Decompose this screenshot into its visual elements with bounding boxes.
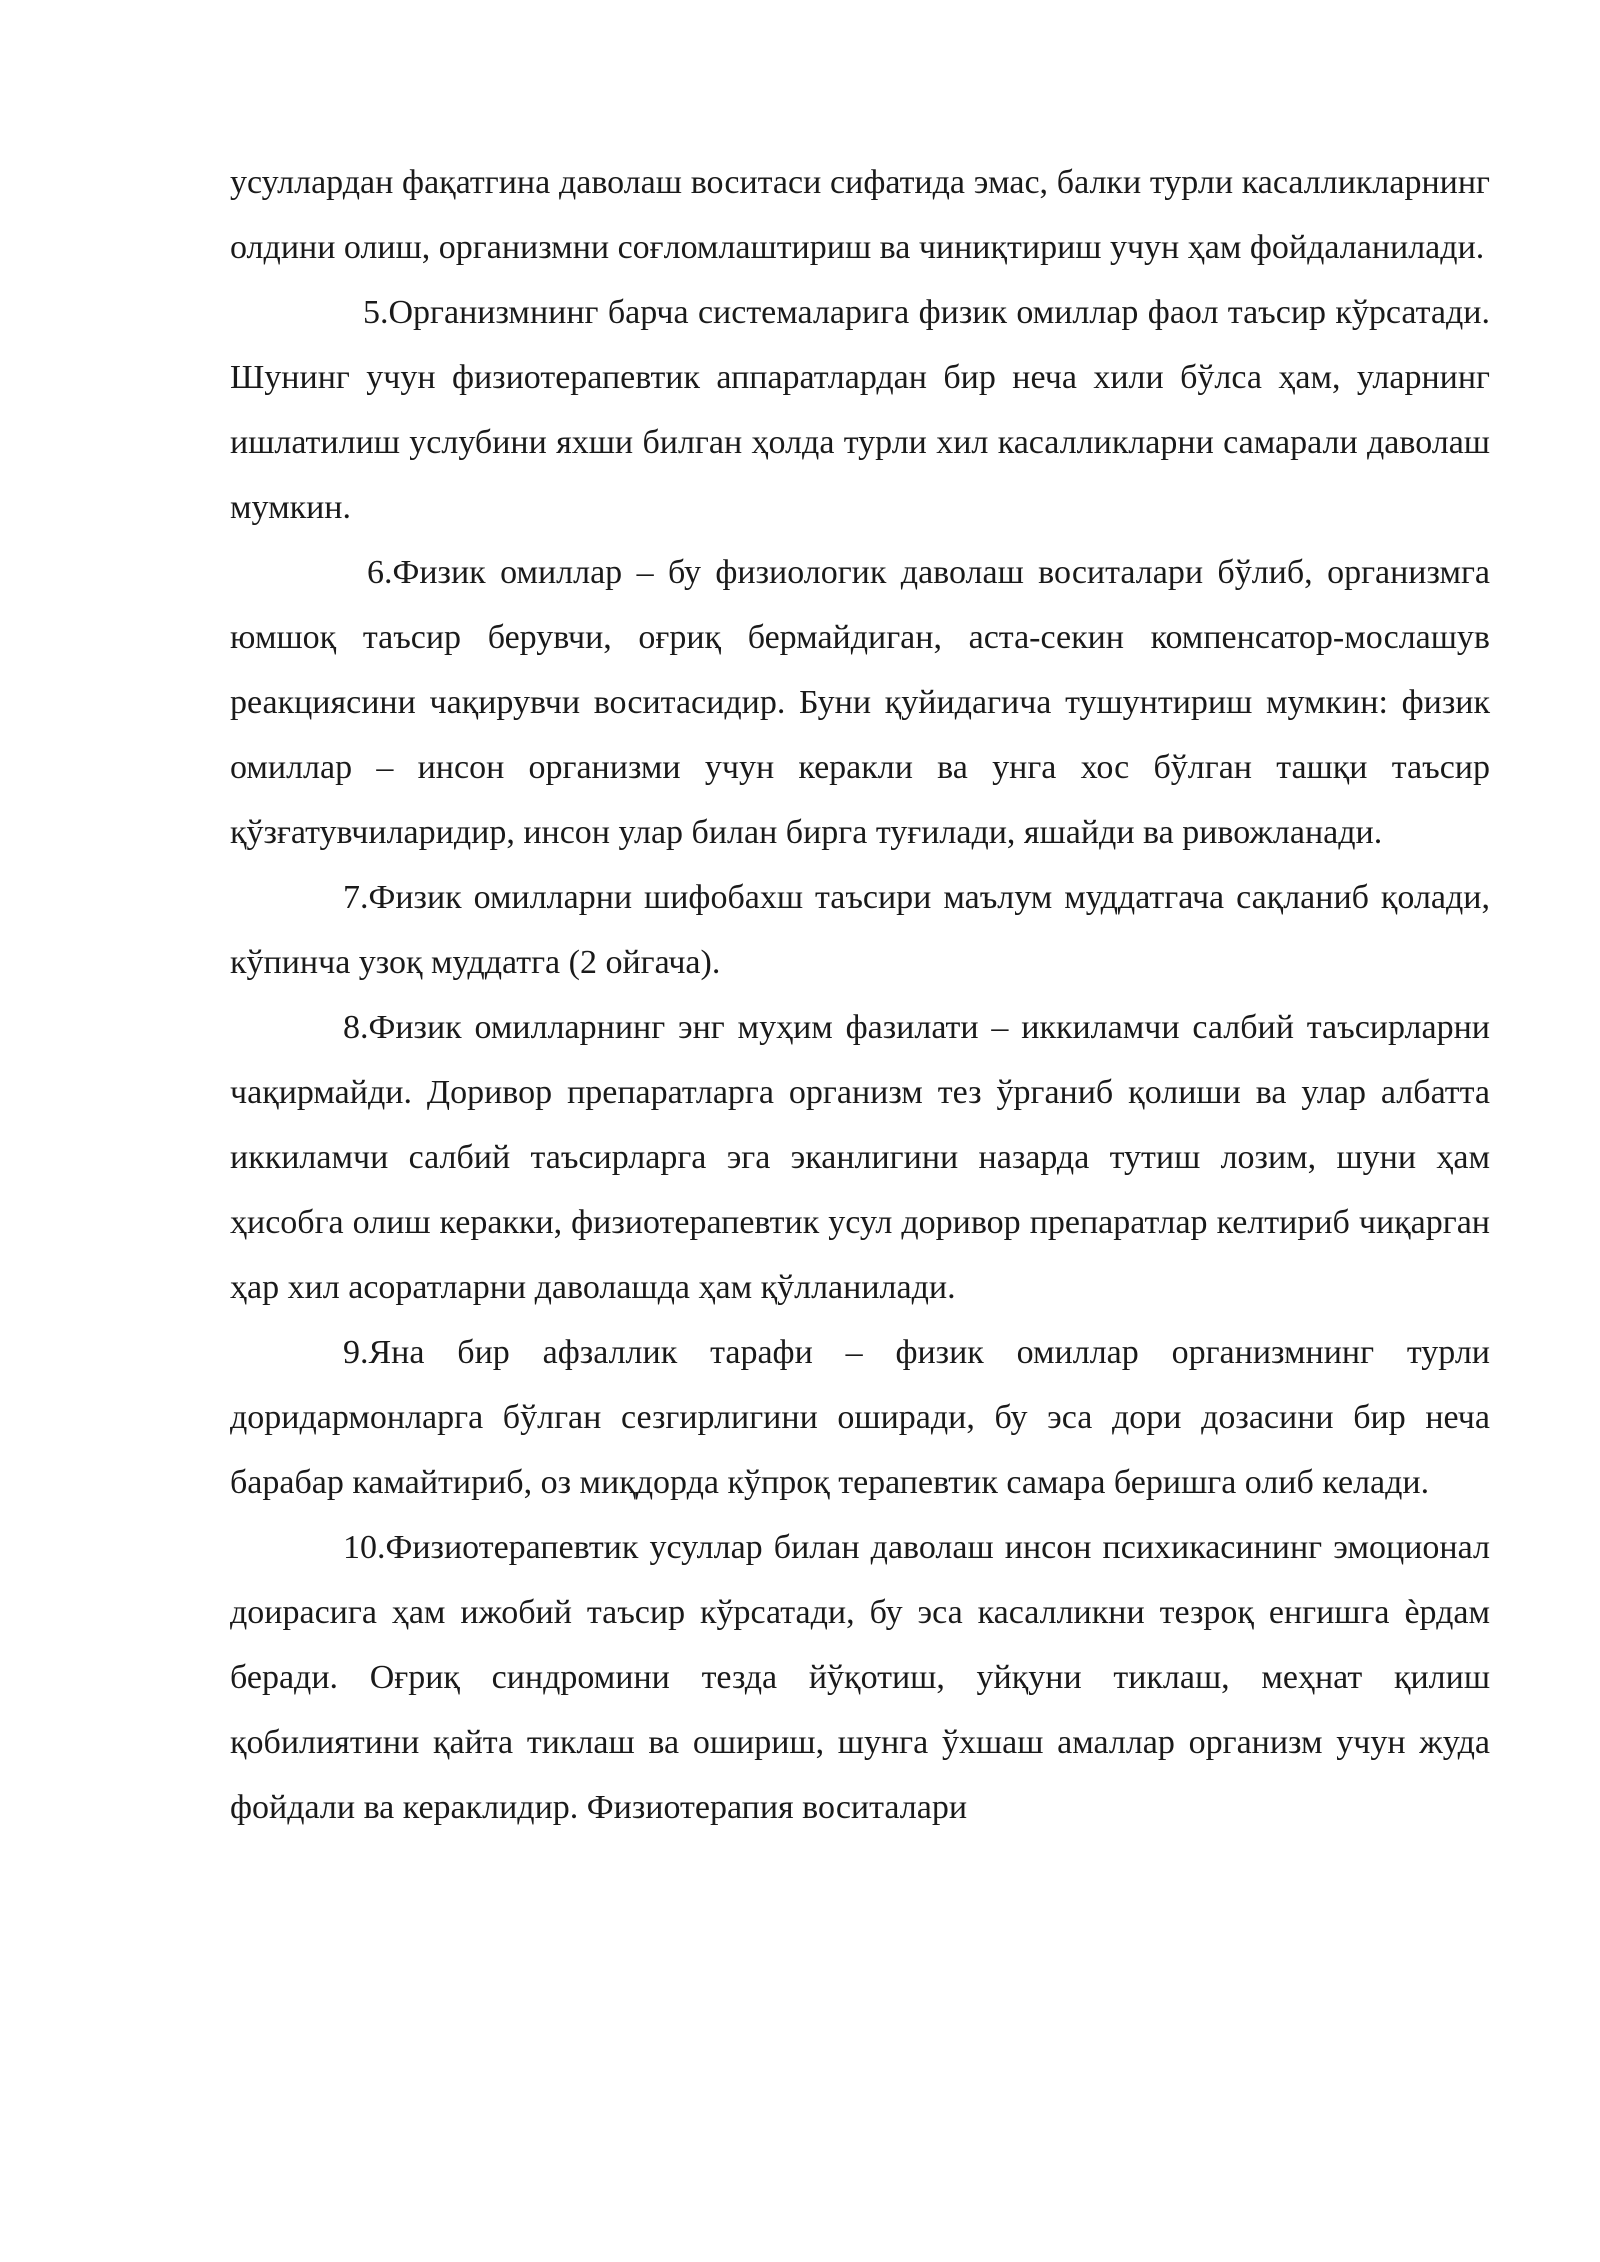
paragraph-continuation: усуллардан фақатгина даволаш воситаси сифатида эмас, балки турли касалликларнинг олдини олиш, организмни соғломлаштириш ва чиниқтириш учун ҳам фойдаланилади. bbox=[230, 164, 1490, 266]
paragraph-item-6: 6.Физик омиллар – бу физиологик даволаш воситалари бўлиб, организмга юмшоқ таъсир берувчи, оғриқ бермайдиган, аста-секин компенсатор-мослашув реакциясини чақирувчи воситасидир. Буни қуйидагича тушунтириш мумкин: физик омиллар – инсон организми учун керакли ва унга хос бўлган ташқи таъсир қўзғатувчиларидир, инсон улар билан бирга туғилади, яшайди ва ривожланади. bbox=[230, 554, 1490, 851]
document-body bbox=[230, 150, 1490, 1840]
paragraph-item-7: 7.Физик омилларни шифобахш таъсири маълум муддатгача сақланиб қолади, кўпинча узоқ муддатга (2 ойгача). bbox=[230, 879, 1490, 981]
paragraph-item-5: 5.Организмнинг барча системаларига физик омиллар фаол таъсир кўрсатади. Шунинг учун физиотерапевтик аппаратлардан бир неча хили бўлса ҳам, уларнинг ишлатилиш услубини яхши билган ҳолда турли хил касалликларни самарали даволаш мумкин. bbox=[230, 294, 1490, 526]
paragraph-item-8: 8.Физик омилларнинг энг муҳим фазилати – иккиламчи салбий таъсирларни чақирмайди. Доривор препаратларга организм тез ўрганиб қолиши ва улар албатта иккиламчи салбий таъсирларга эга эканлигини назарда тутиш лозим, шуни ҳам ҳисобга олиш керакки, физиотерапевтик усул доривор препаратлар келтириб чиқарган ҳар хил асоратларни даволашда ҳам қўлланилади. bbox=[230, 1009, 1490, 1306]
paragraph-item-10: 10.Физиотерапевтик усуллар билан даволаш инсон психикасининг эмоционал доирасига ҳам ижобий таъсир кўрсатади, бу эса касалликни тезроқ енгишга ѐрдам беради. Оғриқ синдромини тезда йўқотиш, уйқуни тиклаш, меҳнат қилиш қобилиятини қайта тиклаш ва ошириш, шунга ўхшаш амаллар организм учун жуда фойдали ва кераклидир. Физиотерапия воситалари bbox=[230, 1529, 1490, 1826]
paragraph-item-9: 9.Яна бир афзаллик тарафи – физик омиллар организмнинг турли доридармонларга бўлган сезгирлигини оширади, бу эса дори дозасини бир неча барабар камайтириб, оз миқдорда кўпроқ терапевтик самара беришга олиб келади. bbox=[230, 1334, 1490, 1501]
